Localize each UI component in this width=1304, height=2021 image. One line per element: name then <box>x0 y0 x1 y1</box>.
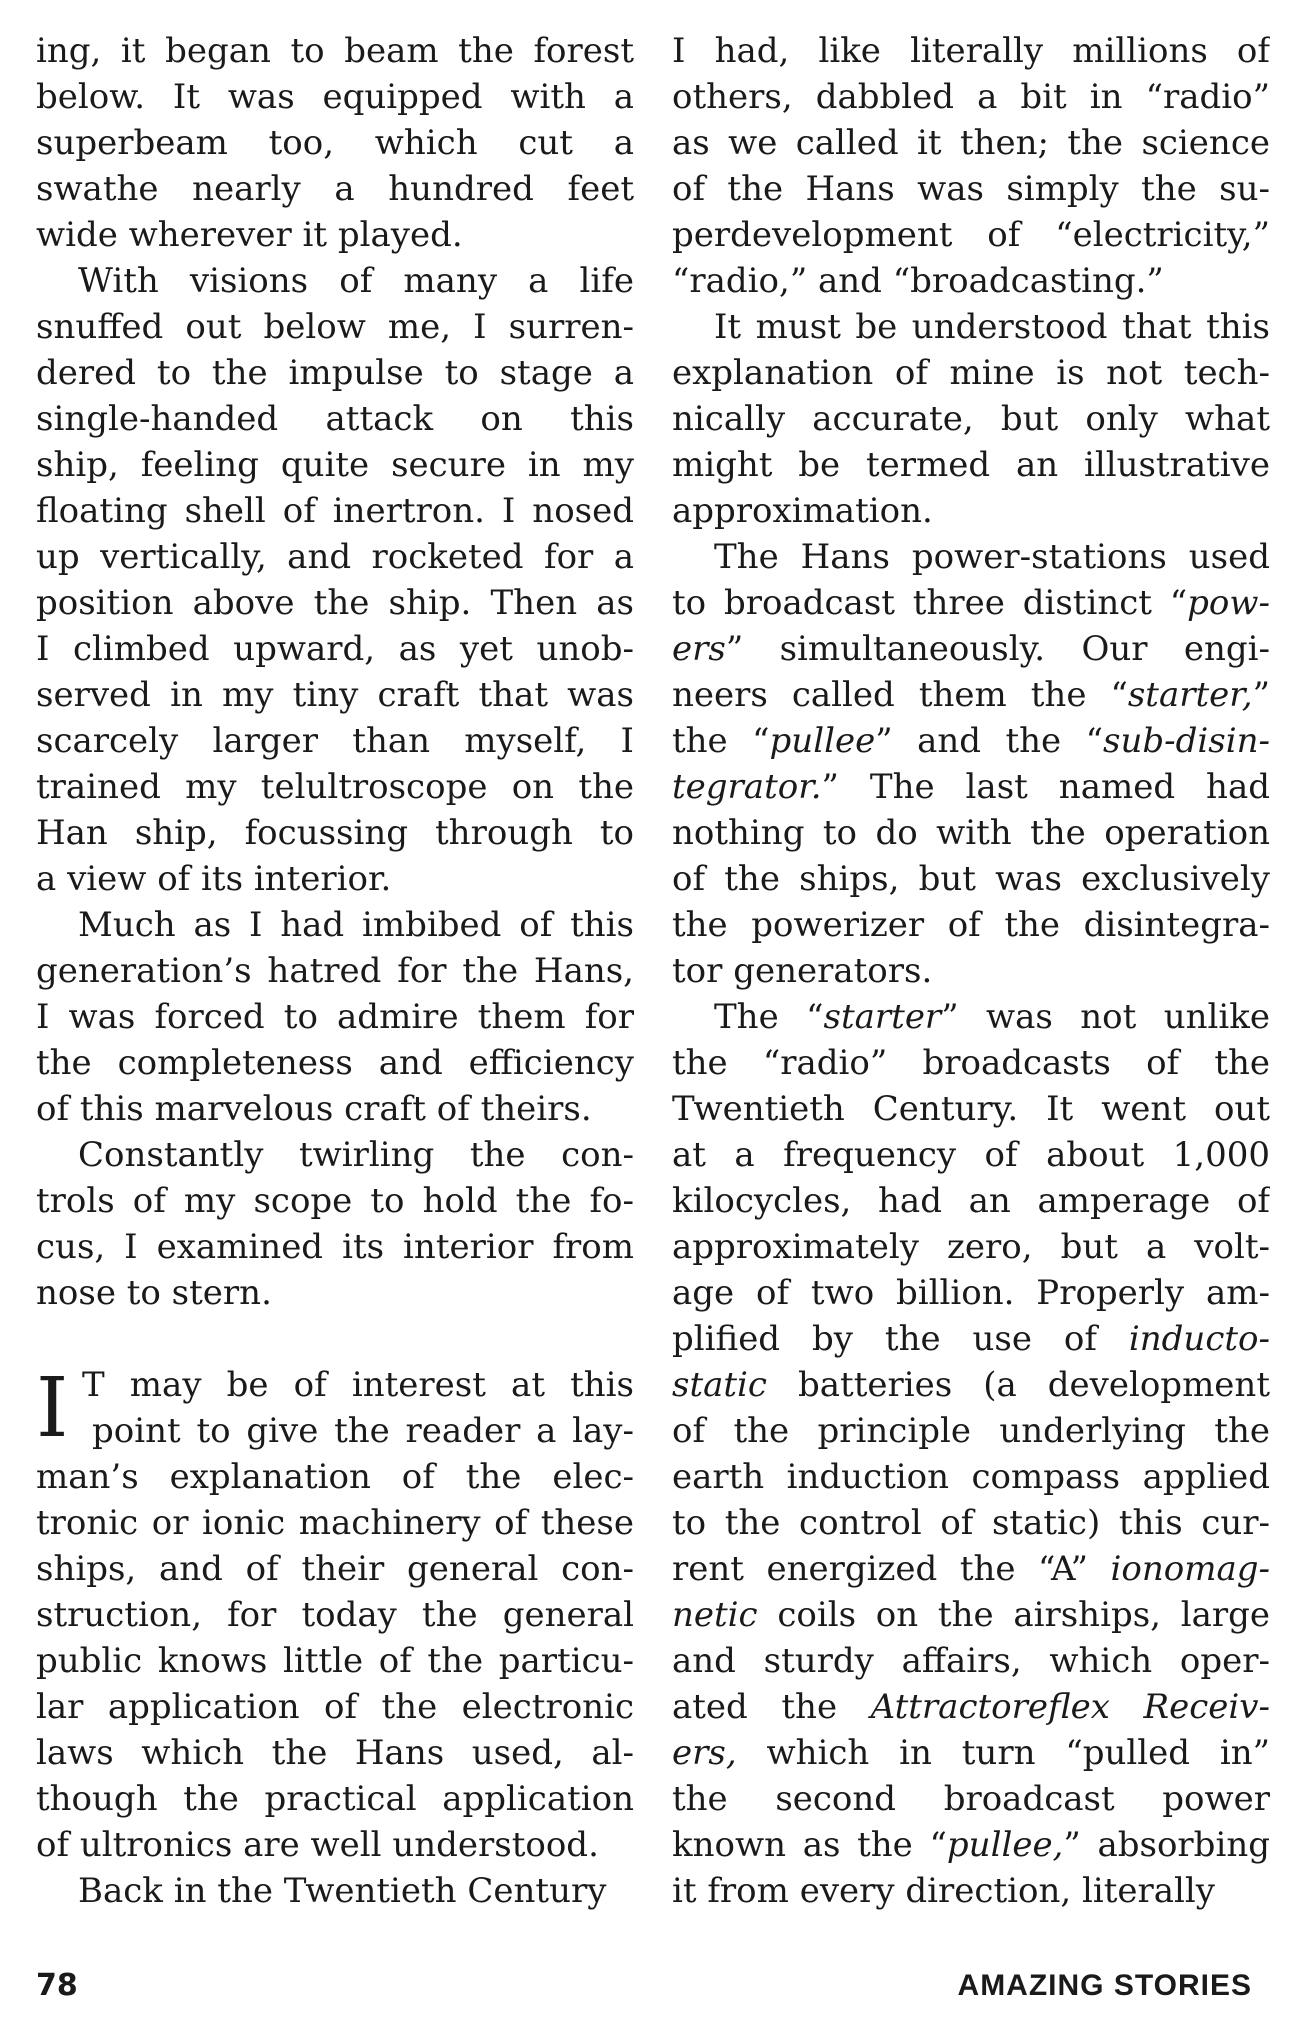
text-segment: below. It was equipped with a <box>36 77 634 117</box>
text-segment: Constantly twirling the con- <box>78 1135 634 1175</box>
text-segment: tor generators. <box>672 951 933 991</box>
text-segment: swathe nearly a hundred feet <box>36 169 634 209</box>
text-segment: single-handed attack on this <box>36 399 634 439</box>
text-segment: might be termed an illustrative <box>672 445 1270 485</box>
text-segment: ships, and of their general con- <box>36 1549 634 1589</box>
text-line <box>36 718 634 764</box>
text-segment: nose to stern. <box>36 1273 272 1313</box>
text-segment: rent energized the “A” <box>672 1549 1111 1589</box>
text-line <box>36 442 634 488</box>
text-line <box>36 28 634 74</box>
text-segment: the completeness and efficiency <box>36 1043 634 1083</box>
text-segment: generation’s hatred for the Hans, <box>36 951 634 991</box>
text-line <box>672 1178 1270 1224</box>
text-line <box>36 1546 634 1592</box>
text-line <box>36 396 634 442</box>
text-segment: and sturdy affairs, which oper- <box>672 1641 1270 1681</box>
italic-text: pullee <box>769 721 876 761</box>
magazine-name-footer: AMAZING STORIES <box>957 1969 1252 2002</box>
text-line <box>672 1086 1270 1132</box>
text-segment: man’s explanation of the elec- <box>36 1457 634 1497</box>
text-segment: ated the <box>672 1687 871 1727</box>
text-line <box>672 1316 1270 1362</box>
text-segment: ” absorbing <box>1063 1825 1270 1865</box>
text-line <box>36 1730 634 1776</box>
text-segment: superbeam too, which cut a <box>36 123 634 163</box>
text-line <box>672 1408 1270 1454</box>
text-segment: the second broadcast power <box>672 1779 1270 1819</box>
text-segment: tronic or ionic machinery of these <box>36 1503 634 1543</box>
text-line <box>36 994 634 1040</box>
text-segment: I was forced to admire them for <box>36 997 634 1037</box>
text-segment: With visions of many a life <box>78 261 634 301</box>
text-segment: up vertically, and rocketed for a <box>36 537 634 577</box>
text-line <box>36 1316 634 1362</box>
text-segment: The Hans power-stations used <box>714 537 1270 577</box>
text-line <box>672 580 1270 626</box>
text-line <box>672 350 1270 396</box>
text-segment: of the principle underlying the <box>672 1411 1270 1451</box>
text-line <box>672 1776 1270 1822</box>
text-line <box>36 1132 634 1178</box>
text-line <box>672 1270 1270 1316</box>
text-segment: floating shell of inertron. I nosed <box>36 491 634 531</box>
text-line <box>672 212 1270 258</box>
italic-text: ers, <box>672 1733 737 1773</box>
text-segment: approximation. <box>672 491 933 531</box>
text-segment: I had, like literally millions of <box>672 31 1270 71</box>
text-segment: age of two billion. Properly am- <box>672 1273 1270 1313</box>
text-segment: Twentieth Century. It went out <box>672 1089 1270 1129</box>
text-segment: the powerizer of the disintegra- <box>672 905 1270 945</box>
text-segment: perdevelopment of “electricity,” <box>672 215 1270 255</box>
text-line <box>672 1638 1270 1684</box>
italic-text: Attractoreflex Receiv- <box>870 1687 1270 1727</box>
text-segment: snuffed out below me, I surren- <box>36 307 634 347</box>
text-line <box>36 1868 634 1914</box>
text-line <box>36 258 634 304</box>
text-line <box>36 166 634 212</box>
text-line <box>36 580 634 626</box>
text-segment: trols of my scope to hold the fo- <box>36 1181 634 1221</box>
text-line <box>672 1040 1270 1086</box>
right-text-column <box>672 28 1270 1914</box>
text-line <box>672 1822 1270 1868</box>
text-line <box>672 626 1270 672</box>
text-line <box>672 948 1270 994</box>
text-line <box>672 534 1270 580</box>
text-line <box>36 1408 634 1454</box>
text-line <box>36 1638 634 1684</box>
italic-text: ionomag- <box>1110 1549 1270 1589</box>
text-line <box>36 1500 634 1546</box>
text-line <box>672 304 1270 350</box>
text-segment: plified by the use of <box>672 1319 1129 1359</box>
text-segment: coils on the airships, large <box>757 1595 1270 1635</box>
text-line <box>672 1362 1270 1408</box>
text-segment: at a frequency of about 1,000 <box>672 1135 1270 1175</box>
italic-text: static <box>672 1365 767 1405</box>
text-line <box>36 856 634 902</box>
text-segment: as we called it then; the science <box>672 123 1270 163</box>
text-line <box>36 902 634 948</box>
text-line <box>672 718 1270 764</box>
text-segment: to broadcast three distinct “ <box>672 583 1188 623</box>
italic-text: netic <box>672 1595 758 1635</box>
text-segment: wide wherever it played. <box>36 215 463 255</box>
text-segment: ” simultaneously. Our engi- <box>725 629 1270 669</box>
text-segment: earth induction compass applied <box>672 1457 1270 1497</box>
text-line <box>36 626 634 672</box>
text-line <box>672 1454 1270 1500</box>
text-segment: T may be of interest at this <box>82 1365 634 1405</box>
text-segment: The “ <box>714 997 824 1037</box>
text-segment: nically accurate, but only what <box>672 399 1270 439</box>
text-line <box>36 1224 634 1270</box>
text-segment: lar application of the electronic <box>36 1687 634 1727</box>
text-segment: it from every direction, literally <box>672 1871 1216 1911</box>
text-line <box>36 1454 634 1500</box>
text-line <box>36 1822 634 1868</box>
italic-text: tegrator. <box>672 767 822 807</box>
text-line <box>36 74 634 120</box>
text-segment: the “ <box>672 721 770 761</box>
text-segment: Much as I had imbibed of this <box>78 905 634 945</box>
text-segment: others, dabbled a bit in “radio” <box>672 77 1270 117</box>
page-number: 78 <box>36 1968 78 2003</box>
text-segment: of the Hans was simply the su- <box>672 169 1270 209</box>
text-segment: ” The last named had <box>821 767 1270 807</box>
text-segment: of ultronics are well understood. <box>36 1825 599 1865</box>
italic-text: inducto- <box>1128 1319 1270 1359</box>
text-segment: batteries (a development <box>766 1365 1270 1405</box>
text-line <box>672 1730 1270 1776</box>
text-line <box>672 994 1270 1040</box>
text-line <box>672 258 1270 304</box>
text-line <box>36 1040 634 1086</box>
text-line <box>672 1592 1270 1638</box>
italic-text: starter, <box>1127 675 1253 715</box>
italic-text: sub-disin- <box>1103 721 1270 761</box>
text-segment: I climbed upward, as yet unob- <box>36 629 634 669</box>
text-line <box>672 166 1270 212</box>
text-line <box>672 488 1270 534</box>
text-line <box>36 810 634 856</box>
text-segment: position above the ship. Then as <box>36 583 634 623</box>
italic-text: starter <box>823 997 942 1037</box>
text-segment: of the ships, but was exclusively <box>672 859 1270 899</box>
text-line <box>672 1132 1270 1178</box>
text-line <box>672 1224 1270 1270</box>
text-segment: approximately zero, but a volt- <box>672 1227 1270 1267</box>
text-segment: of this marvelous craft of theirs. <box>36 1089 592 1129</box>
text-segment: to the control of static) this cur- <box>672 1503 1270 1543</box>
text-segment: Han ship, focussing through to <box>36 813 634 853</box>
text-line <box>672 1546 1270 1592</box>
text-segment: kilocycles, had an amperage of <box>672 1181 1270 1221</box>
text-segment: ” <box>1252 675 1270 715</box>
text-segment: ” was not unlike <box>941 997 1270 1037</box>
text-line <box>36 1178 634 1224</box>
text-line <box>672 442 1270 488</box>
text-line <box>672 902 1270 948</box>
text-segment: laws which the Hans used, al- <box>36 1733 634 1773</box>
text-segment: which in turn “pulled in” <box>736 1733 1270 1773</box>
text-line <box>36 948 634 994</box>
text-line <box>672 120 1270 166</box>
text-line <box>36 1776 634 1822</box>
text-segment: though the practical application <box>36 1779 634 1819</box>
drop-cap: I <box>36 1361 69 1456</box>
text-line <box>36 1086 634 1132</box>
text-segment: ing, it began to beam the forest <box>36 31 634 71</box>
text-segment: served in my tiny craft that was <box>36 675 634 715</box>
text-segment: the “radio” broadcasts of the <box>672 1043 1270 1083</box>
text-segment: ship, feeling quite secure in my <box>36 445 634 485</box>
text-line <box>36 120 634 166</box>
text-segment: explanation of mine is not tech- <box>672 353 1270 393</box>
italic-text: pullee, <box>946 1825 1064 1865</box>
text-line <box>672 1684 1270 1730</box>
text-segment: ” and the “ <box>875 721 1104 761</box>
text-line <box>36 350 634 396</box>
text-segment: a view of its interior. <box>36 859 392 899</box>
text-segment: dered to the impulse to stage a <box>36 353 634 393</box>
text-segment: known as the “ <box>672 1825 947 1865</box>
text-line <box>672 764 1270 810</box>
text-line <box>36 488 634 534</box>
text-line <box>36 1592 634 1638</box>
left-text-column <box>36 28 634 1914</box>
text-line <box>672 74 1270 120</box>
text-line <box>36 672 634 718</box>
text-segment: trained my telultroscope on the <box>36 767 634 807</box>
text-line <box>672 1500 1270 1546</box>
text-line <box>672 396 1270 442</box>
text-line <box>36 304 634 350</box>
text-line <box>672 672 1270 718</box>
text-line <box>36 1684 634 1730</box>
text-segment: scarcely larger than myself, I <box>36 721 634 761</box>
text-segment: neers called them the “ <box>672 675 1128 715</box>
text-line <box>36 212 634 258</box>
text-line <box>36 1270 634 1316</box>
text-line <box>36 764 634 810</box>
text-segment: public knows little of the particu- <box>36 1641 634 1681</box>
text-segment: Back in the Twentieth Century <box>78 1871 607 1911</box>
text-segment: cus, I examined its interior from <box>36 1227 634 1267</box>
text-segment: struction, for today the general <box>36 1595 634 1635</box>
italic-text: ers <box>672 629 726 669</box>
text-line <box>36 534 634 580</box>
text-line <box>672 28 1270 74</box>
text-segment: point to give the reader a lay- <box>92 1411 634 1451</box>
text-segment: nothing to do with the operation <box>672 813 1270 853</box>
text-line <box>672 856 1270 902</box>
text-segment: It must be understood that this <box>714 307 1270 347</box>
text-segment: “radio,” and “broadcasting.” <box>672 261 1164 301</box>
text-line <box>672 810 1270 856</box>
text-line <box>36 1362 634 1408</box>
text-line <box>672 1868 1270 1914</box>
italic-text: pow- <box>1187 583 1270 623</box>
